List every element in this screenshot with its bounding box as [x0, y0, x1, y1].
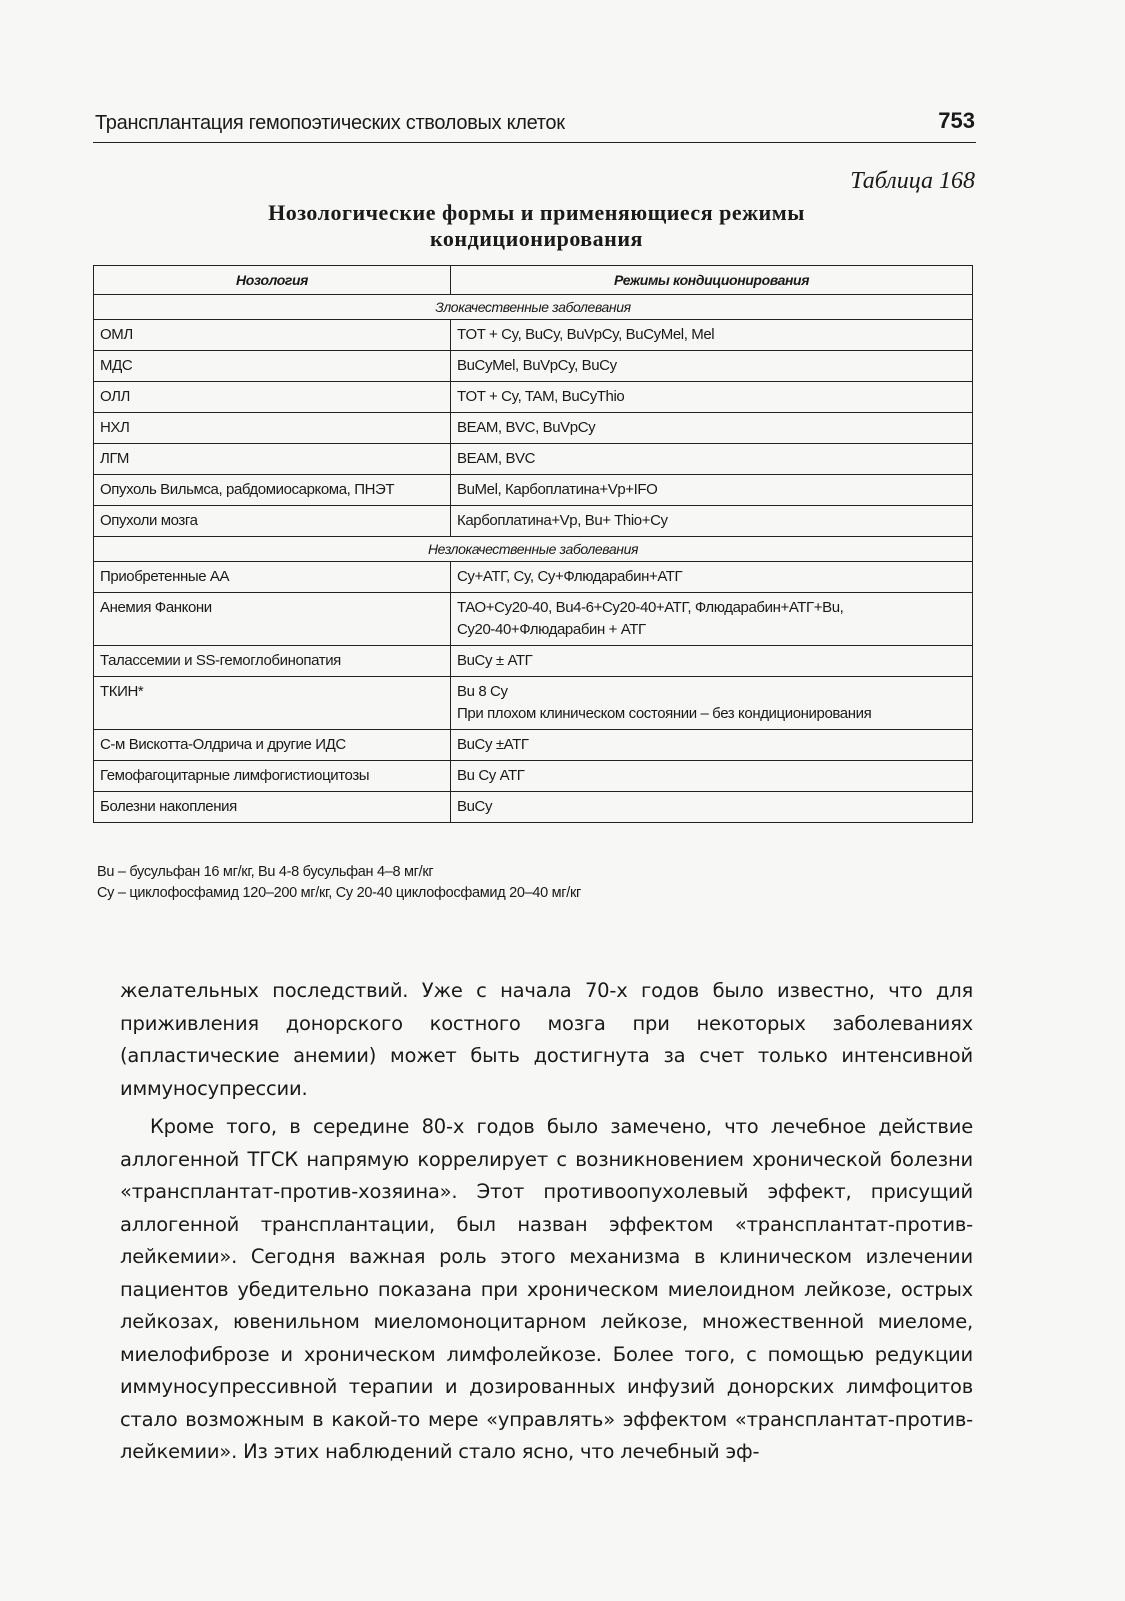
table-title-line: кондиционирования [430, 226, 643, 251]
table-row [94, 593, 973, 646]
table-row [94, 382, 973, 413]
nosology-cell: ТКИН* [94, 677, 451, 730]
regimen-cell [451, 730, 973, 761]
table-row [94, 730, 973, 761]
nosology-cell: Анемия Фанкони [94, 593, 451, 646]
nosology-cell: Болезни накопления [94, 792, 451, 823]
nosology-cell: МДС [94, 351, 451, 382]
section-label: Незлокачественные заболевания [94, 537, 973, 562]
regimen-cell: TOT + Cy, BuCy, BuVpCy, BuCyMel, Mel [451, 320, 973, 351]
regimen-cell: BEAM, BVC, BuVpCy [451, 413, 973, 444]
regimen-line: Cy20-40+Флюдарабин + АТГ [457, 621, 646, 638]
regimen-cell: BEAM, BVC [451, 444, 973, 475]
regimen-cell [451, 792, 973, 823]
nosology-cell: ОЛЛ [94, 382, 451, 413]
table-row [94, 444, 973, 475]
column-header-regimens: Режимы кондиционирования [451, 266, 973, 295]
table-title [95, 200, 978, 252]
section-label: Злокачественные заболевания [94, 295, 973, 320]
table-title-line: Нозологические формы и применяющиеся режимы [268, 200, 805, 225]
table-row [94, 320, 973, 351]
regimen-cell: BuMel, Карбоплатина+Vp+IFO [451, 475, 973, 506]
table-row [94, 506, 973, 537]
nosology-cell: ОМЛ [94, 320, 451, 351]
regimen-line: ТАО+Cy20-40, Bu4-6+Cy20-40+АТГ, Флюдарабин+АТГ+Bu, [457, 599, 844, 616]
nosology-cell: НХЛ [94, 413, 451, 444]
regimen-line: Bu 8 Cy [457, 683, 508, 700]
regimen-cell [451, 677, 973, 730]
running-header: Трансплантация гемопоэтических стволовых клеток [95, 112, 565, 134]
nosology-cell: Гемофагоцитарные лимфогистиоцитозы [94, 761, 451, 792]
table-row [94, 562, 973, 593]
regimens-table [93, 265, 973, 823]
nosology-cell: Опухоль Вильмса, рабдомиосаркома, ПНЭТ [94, 475, 451, 506]
regimen-line: Cy+АТГ, Cy, Cy+Флюдарабин+АТГ [457, 568, 683, 585]
regimen-cell [451, 646, 973, 677]
footnote: Bu – бусульфан 16 мг/кг, Bu 4-8 бусульфан 4–8 мг/кг [97, 864, 434, 880]
page-number: 753 [938, 108, 975, 133]
table-footnotes [97, 862, 581, 904]
regimen-cell: BuCyMel, BuVpCy, BuCy [451, 351, 973, 382]
table-row [94, 646, 973, 677]
regimen-cell [451, 562, 973, 593]
nosology-cell: ЛГМ [94, 444, 451, 475]
regimen-cell [451, 593, 973, 646]
column-header-nosology: Нозология [94, 266, 451, 295]
table-row [94, 351, 973, 382]
nosology-cell: Талассемии и SS-гемоглобинопатия [94, 646, 451, 677]
paragraph: желательных последствий. Уже с начала 70-х годов было известно, что для приживления донорского костного мозга при некоторых заболеваниях (апластические анемии) может быть достигнута за счет только интенсивной иммуносупрессии. [120, 979, 973, 1100]
header-rule [93, 142, 976, 143]
nosology-cell: Опухоли мозга [94, 506, 451, 537]
regimen-line: Bu Cy АТГ [457, 767, 525, 784]
table-row [94, 792, 973, 823]
body-text [120, 975, 973, 1469]
nosology-cell: Приобретенные АА [94, 562, 451, 593]
regimen-line: BuCy ±АТГ [457, 736, 529, 753]
regimen-line: При плохом клиническом состоянии – без кондиционирования [457, 705, 872, 722]
section-row-malignant [94, 295, 973, 320]
regimen-cell: Карбоплатина+Vp, Bu+ Thio+Cy [451, 506, 973, 537]
table-header-row [94, 266, 973, 295]
table-row [94, 761, 973, 792]
section-row-benign [94, 537, 973, 562]
table-row [94, 677, 973, 730]
footnote: Cy – циклофосфамид 120–200 мг/кг, Cy 20-40 циклофосфамид 20–40 мг/кг [97, 885, 582, 901]
table-row [94, 413, 973, 444]
paragraph: Кроме того, в середине 80-х годов было замечено, что лечебное действие аллогенной ТГСК напрямую коррелирует с возникновением хронической болезни «трансплантат-против-хозяина». Этот противоопухолевый эффект, присущий аллогенной трансплантации, был назван эффектом «трансплантат-против-лейкемии». Сегодня важная роль этого механизма в клиническом излечении пациентов убедительно показана при хроническом миелоидном лейкозе, острых лейкозах, ювенильном миеломоноцитарном лейкозе, множественной миеломе, миелофиброзе и хроническом лимфолейкозе. Более того, с помощью редукции иммуносупрессивной терапии и дозированных инфузий донорских лимфоцитов стало возможным в какой-то мере «управлять» эффектом «трансплантат-против-лейкемии». Из этих наблюдений стало ясно, что лечебный эф- [120, 1115, 973, 1463]
regimen-cell [451, 761, 973, 792]
table-label: Таблица 168 [850, 168, 975, 194]
nosology-cell: С-м Вискотта-Олдрича и другие ИДС [94, 730, 451, 761]
table-row [94, 475, 973, 506]
regimen-cell: TOT + Cy, TAM, BuCyThio [451, 382, 973, 413]
regimen-line: BuCy ± АТГ [457, 652, 533, 669]
regimen-line: BuCy [457, 798, 493, 815]
